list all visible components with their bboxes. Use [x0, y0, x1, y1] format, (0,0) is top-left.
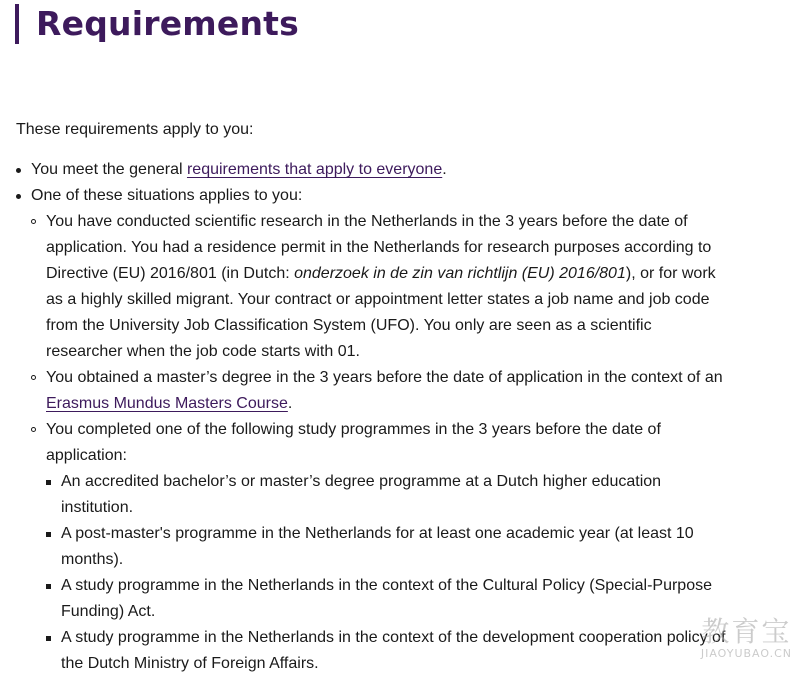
list-item-general-requirements — [0, 157, 730, 183]
item1-suffix: . — [442, 161, 447, 178]
requirements-list — [0, 157, 730, 677]
intro-text: These requirements apply to you: — [16, 121, 254, 138]
programme-item: A study programme in the Netherlands in the context of the development cooperation policy of the Dutch Ministry of Foreign Affairs. — [0, 625, 730, 677]
erasmus-mundus-link[interactable]: Erasmus Mundus Masters Course — [46, 395, 288, 412]
requirements-list-container — [0, 157, 730, 677]
study-programmes-list — [46, 469, 730, 677]
situation2-prefix: You obtained a master’s degree in the 3 years before the date of application in the context of an — [46, 369, 723, 386]
situation3-text: You completed one of the following study programmes in the 3 years before the date of application: — [46, 421, 661, 464]
page-heading — [15, 4, 299, 44]
situation1-dutch-term: onderzoek in de zin van richtlijn (EU) 2016/801 — [294, 265, 626, 282]
situation-study-programmes — [0, 417, 730, 677]
situation-erasmus-mundus — [0, 365, 730, 417]
situations-intro: One of these situations applies to you: — [31, 187, 303, 204]
programme-item: A study programme in the Netherlands in the context of the Cultural Policy (Special-Purpose Funding) Act. — [0, 573, 730, 625]
page-title: Requirements — [36, 4, 299, 43]
programme-item: A post-master's programme in the Netherlands for at least one academic year (at least 10 months). — [0, 521, 730, 573]
item1-prefix: You meet the general — [31, 161, 187, 178]
situation2-suffix: . — [287, 395, 293, 412]
heading-accent-bar — [15, 4, 19, 44]
requirements-everyone-link[interactable]: requirements that apply to everyone — [186, 161, 443, 178]
situations-list — [31, 209, 730, 677]
watermark-chinese: 教育宝 — [701, 615, 792, 648]
list-item-situations — [0, 183, 730, 677]
situation1-text-a: You have conducted scientific research in the Netherlands in the 3 years before the date of application. You had a residence permit in the Netherlands for research purposes according to Directive (EU) 2016/801 (in Dutch: — [46, 213, 712, 282]
situation1-text-b: ), or for work as a highly skilled migrant. Your contract or appointment letter states a job name and job code from the University Job Classification System (UFO). You only are seen as a scientific researcher when the job code starts with 01. — [46, 265, 716, 360]
watermark-latin: JIAOYUBAO.CN — [700, 647, 792, 660]
situation-scientific-research — [0, 209, 730, 365]
programme-item: An accredited bachelor’s or master’s degree programme at a Dutch higher education institution. — [0, 469, 730, 521]
